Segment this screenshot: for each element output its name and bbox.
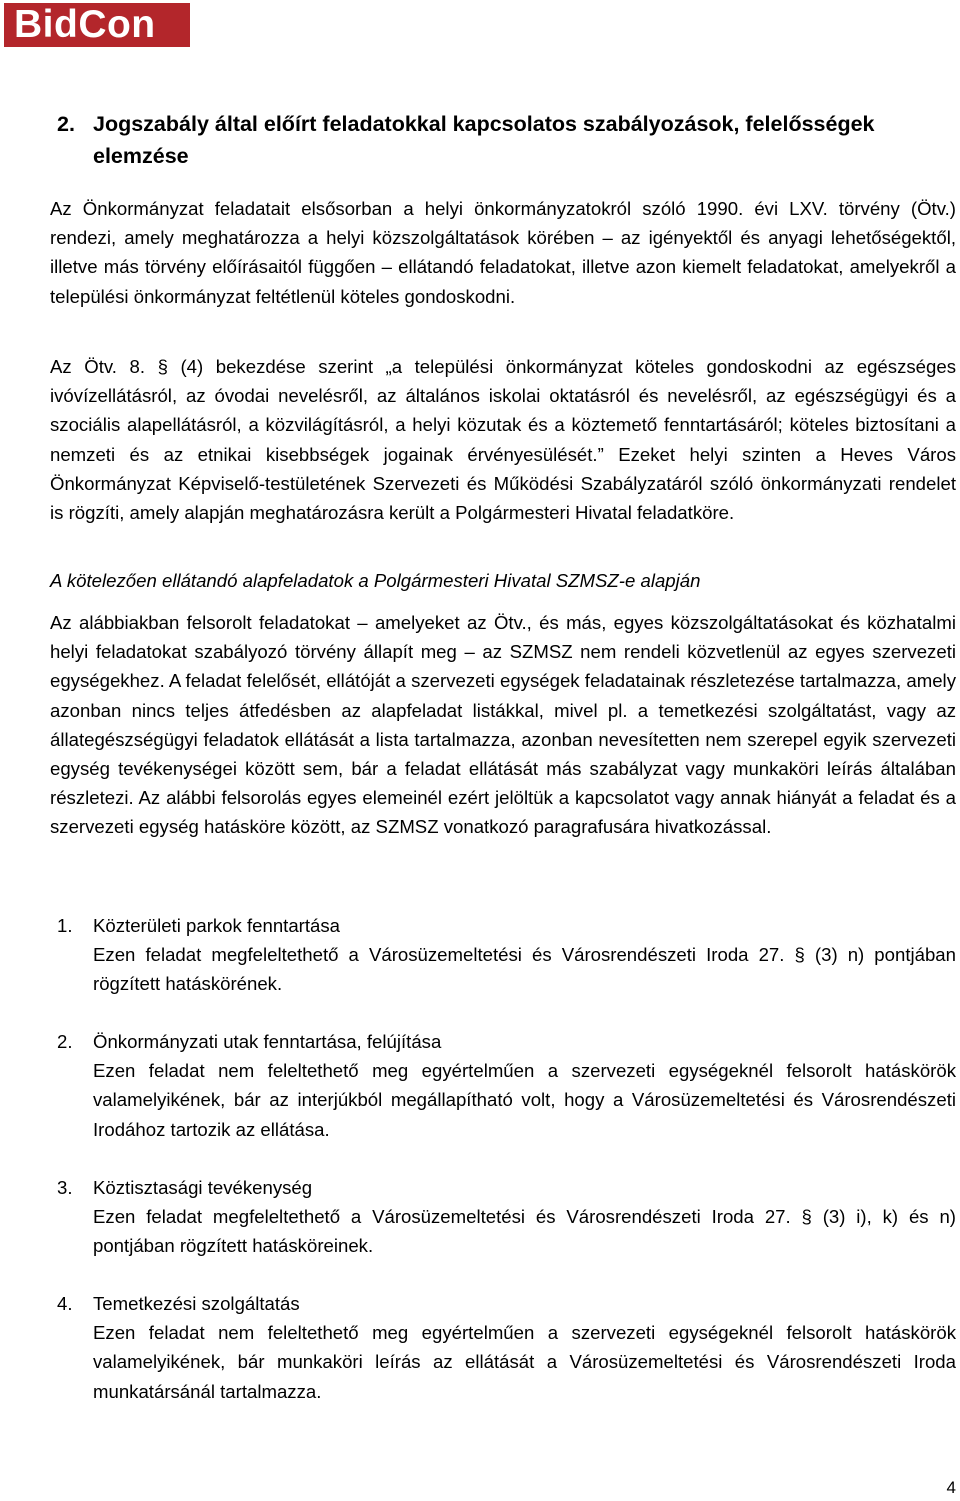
section-title: Jogszabály által előírt feladatokkal kapcsolatos szabályozások, felelősségek elemzése: [93, 112, 875, 168]
paragraph-3: Az alábbiakban felsorolt feladatokat – amelyeket az Ötv., és más, egyes közszolgáltatásokat és közhatalmi helyi feladatokat szabályozó törvény állapít meg – az SZMSZ nem rendeli közvetlenül az egyes szervezeti egységekhez. A feladat felelősét, ellátóját a szervezeti egységek feladatainak részletezése tartalmazza, amely azonban nincs teljes átfedésben az alapfeladat listákkal, mivel pl. a temetkezési szolgáltatást, vagy az állategészségügyi feladatok ellátását a lista tartalmazza, azonban nevesítetten nem szerepel egyik szervezeti egység tevékenységei között sem, bár a feladat ellátását más szabályzat vagy munkaköri leírás általában részletezi. Az alábbi felsorolás egyes elemeinél ezért jelöltük a kapcsolatot vagy annak hiányát a feladat és a szervezeti egység hatásköre között, az SZMSZ vonatkozó paragrafusára hivatkozással.: [50, 612, 956, 838]
list-item-title: Közterületi parkok fenntartása: [93, 915, 341, 936]
paragraph-1: Az Önkormányzat feladatait elsősorban a helyi önkormányzatokról szóló 1990. évi LXV. törvény (Ötv.) rendezi, amely meghatározza a helyi közszolgáltatások körében – az igényektől és anyagi lehetőségektől, illetve más törvény előírásaitól függően – ellátandó feladatokat, illetve azon kiemelt feladatokat, amelyekről a települési önkormányzat feltétlenül köteles gondoskodni.: [50, 198, 956, 307]
section-heading: [57, 108, 907, 172]
list-item: [57, 1289, 956, 1406]
list-item-description: Ezen feladat nem feleltethető meg egyértelműen a szervezeti egységeknél felsorolt hatáskörök valamelyikének, bár munkaköri leírás az ellátását a Városüzemeltetési és Városrendészeti Iroda munkatársánál tartalmazza.: [93, 1322, 956, 1402]
page-number: 4: [946, 1478, 956, 1497]
list-item-description: Ezen feladat nem feleltethető meg egyértelműen a szervezeti egységeknél felsorolt hatáskörök valamelyikének, bár az interjúkból megállapítható volt, hogy a Városüzemeltetési és Városrendészeti Irodához tartozik az ellátása.: [93, 1060, 956, 1140]
list-item-description: Ezen feladat megfeleltethető a Városüzemeltetési és Városrendészeti Iroda 27. § (3) n) pontjában rögzített hatáskörének.: [93, 944, 956, 995]
list-item-number: 3.: [57, 1177, 73, 1198]
list-item-title: Köztisztasági tevékenység: [93, 1177, 313, 1198]
list-item: [57, 1027, 956, 1144]
list-item-title: Temetkezési szolgáltatás: [93, 1293, 300, 1314]
list-item-description: Ezen feladat megfeleltethető a Városüzemeltetési és Városrendészeti Iroda 27. § (3) i), k) és n) pontjában rögzített hatásköreinek.: [93, 1206, 956, 1257]
bidcon-logo: BidCon: [4, 3, 190, 47]
paragraph-2: Az Ötv. 8. § (4) bekezdése szerint „a települési önkormányzat köteles gondoskodni az egészséges ivóvízellátásról, az óvodai nevelésről, az általános iskolai oktatásról és nevelésről, az egészségügyi és a szociális alapellátásról, a közvilágításról, a helyi közutak és a köztemető fenntartásáról; köteles biztosítani a nemzeti és az etnikai kisebbségek jogainak érvényesülését.” Ezeket helyi szinten a Heves Város Önkormányzat Képviselő-testületének Szervezeti és Működési Szabályzatáról szóló önkormányzati rendelet is rögzíti, amely alapján meghatározásra került a Polgármesteri Hivatal feladatköre.: [50, 356, 956, 524]
subheading: A kötelezően ellátandó alapfeladatok a Polgármesteri Hivatal SZMSZ-e alapján: [50, 570, 701, 591]
list-item: [57, 911, 956, 999]
list-item: [57, 1173, 956, 1261]
section-number: 2.: [57, 112, 75, 136]
list-item-number: 4.: [57, 1293, 73, 1314]
list-item-number: 1.: [57, 915, 73, 936]
list-item-title: Önkormányzati utak fenntartása, felújítása: [93, 1031, 442, 1052]
list-item-number: 2.: [57, 1031, 73, 1052]
